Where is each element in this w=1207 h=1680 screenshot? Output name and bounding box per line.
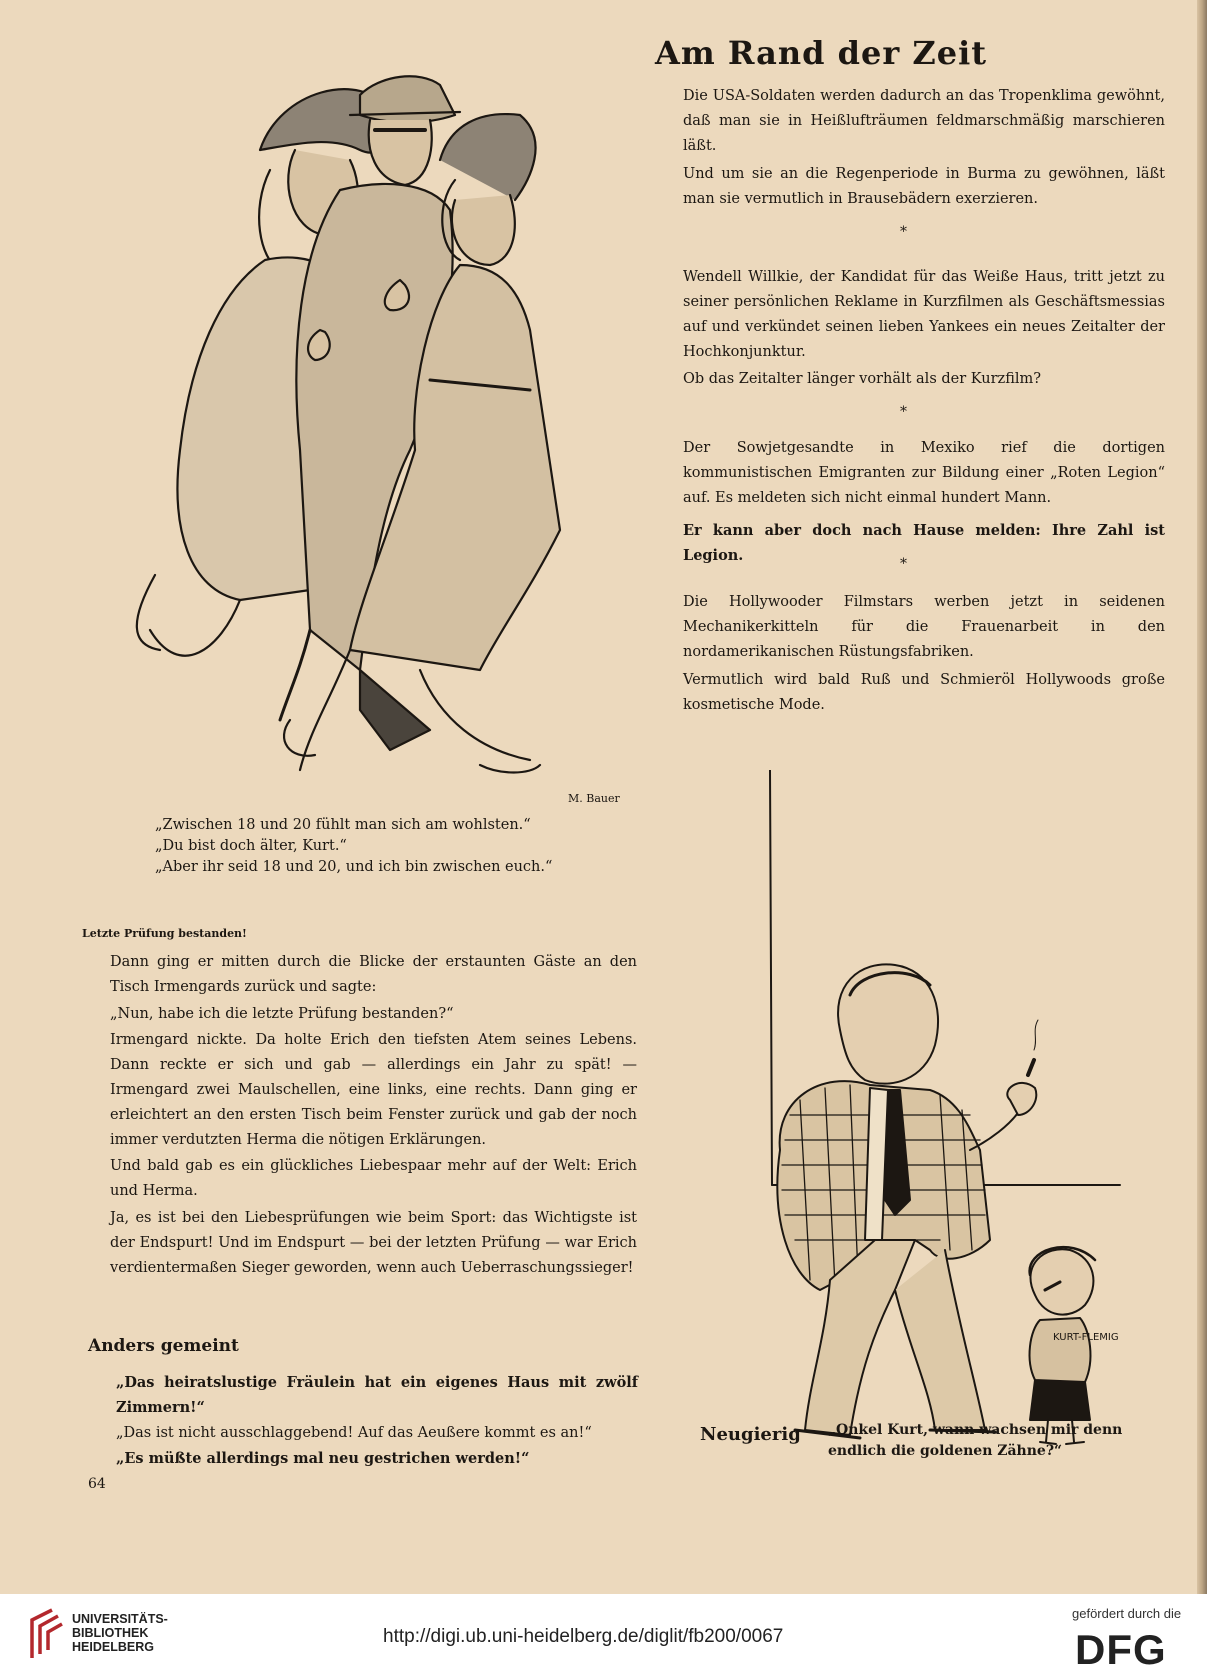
joke-line: „Das ist nicht ausschlaggebend! Auf das Aeußere kommt es an!“ bbox=[116, 1425, 592, 1441]
story-paragraph bbox=[82, 950, 637, 1000]
paragraph-text: Die USA-Soldaten werden dadurch an das Tropenklima gewöhnt, daß man sie in Heißlufträumen feldmarschmäßig marschieren läßt. bbox=[683, 88, 1165, 154]
paragraph-text: Der Sowjetgesandte in Mexiko rief die dortigen kommunistischen Emigranten zur Bildung einer „Roten Legion“ auf. Es meldeten sich nicht einmal hundert Mann. bbox=[683, 440, 1165, 506]
story-paragraph bbox=[82, 1206, 637, 1281]
separator-star: * bbox=[900, 224, 907, 240]
joke-line: „Es müßte allerdings mal neu gestrichen werden!“ bbox=[116, 1450, 530, 1467]
paragraph-text: Wendell Willkie, der Kandidat für das Weiße Haus, tritt jetzt zu seiner persönlichen Reklame in Kurzfilmen als Geschäftsmessias auf und verkündet seinen lieben Yankees ein neues Zeitalter der Hochkonjunktur. bbox=[683, 269, 1165, 360]
paragraph-text: Und um sie an die Regenperiode in Burma zu gewöhnen, läßt man sie vermutlich in Brausebädern exerzieren. bbox=[683, 166, 1165, 207]
cartoon-illustration bbox=[700, 770, 1160, 1450]
library-line: HEIDELBERG bbox=[72, 1640, 154, 1654]
article-paragraph bbox=[655, 265, 1165, 365]
dfg-logo[interactable]: DFG bbox=[1075, 1626, 1167, 1673]
page-number: 64 bbox=[88, 1476, 106, 1492]
university-library-logo-icon[interactable] bbox=[28, 1608, 66, 1660]
separator-star: * bbox=[900, 404, 907, 420]
article-paragraph bbox=[655, 590, 1165, 665]
cartoon-title: Neugierig bbox=[700, 1424, 801, 1445]
article-paragraph bbox=[655, 668, 1165, 718]
story-paragraph bbox=[82, 1002, 637, 1027]
separator-star: * bbox=[900, 556, 907, 572]
joke-paragraph bbox=[88, 1421, 648, 1446]
joke-paragraph bbox=[88, 1446, 638, 1471]
library-line: UNIVERSITÄTS- bbox=[72, 1612, 168, 1626]
caption-line: „Onkel Kurt, wann wachsen mir denn bbox=[828, 1422, 1123, 1438]
paragraph-text: Vermutlich wird bald Ruß und Schmieröl Hollywoods große kosmetische Mode. bbox=[683, 672, 1165, 713]
page-binding-edge bbox=[1197, 0, 1207, 1594]
paragraph-text: Und bald gab es ein glückliches Liebespaar mehr auf der Welt: Erich und Herma. bbox=[110, 1158, 637, 1199]
joke-paragraph bbox=[88, 1370, 638, 1420]
paragraph-text: Ob das Zeitalter länger vorhält als der Kurzfilm? bbox=[683, 371, 1042, 387]
paragraph-text: „Nun, habe ich die letzte Prüfung bestanden?“ bbox=[110, 1006, 454, 1022]
caption-line: „Du bist doch älter, Kurt.“ bbox=[155, 838, 347, 854]
story-heading: Letzte Prüfung bestanden! bbox=[82, 927, 247, 940]
paragraph-text: Dann ging er mitten durch die Blicke der erstaunten Gäste an den Tisch Irmengards zurück und sagte: bbox=[110, 954, 637, 995]
illustration-signature: M. Bauer bbox=[568, 792, 620, 805]
joke-heading: Anders gemeint bbox=[88, 1336, 239, 1356]
university-library-name[interactable] bbox=[72, 1612, 168, 1654]
story-paragraph bbox=[82, 1028, 637, 1153]
sponsor-label: gefördert durch die bbox=[1072, 1606, 1182, 1621]
library-line: BIBLIOTHEK bbox=[72, 1626, 149, 1640]
permalink-url[interactable]: http://digi.ub.uni-heidelberg.de/diglit/fb200/0067 bbox=[383, 1626, 784, 1647]
story-paragraph bbox=[82, 1154, 637, 1204]
paragraph-text: Irmengard nickte. Da holte Erich den tiefsten Atem seines Lebens. Dann reckte er sich und gab — allerdings ein Jahr zu spät! — Irmengard zwei Maulschellen, eine links, eine rechts. Dann ging er erleichtert an den ersten Tisch beim Fenster zurück und gab der noch immer verdutzten Herma die nötigen Erklärungen. bbox=[110, 1032, 637, 1148]
viewer-footer bbox=[0, 1594, 1207, 1680]
page-title: Am Rand der Zeit bbox=[655, 34, 988, 72]
caption-line: endlich die goldenen Zähne?“ bbox=[828, 1443, 1063, 1459]
caption-line: „Aber ihr seid 18 und 20, und ich bin zwischen euch.“ bbox=[155, 859, 553, 875]
top-caption bbox=[155, 815, 552, 878]
cartoon-caption bbox=[828, 1420, 1122, 1462]
walking-figures-illustration bbox=[60, 30, 620, 790]
paragraph-text: Er kann aber doch nach Hause melden: Ihre Zahl ist Legion. bbox=[683, 522, 1165, 564]
article-paragraph bbox=[655, 518, 1165, 568]
joke-line: „Das heiratslustige Fräulein hat ein eigenes Haus mit zwölf Zimmern!“ bbox=[116, 1374, 638, 1416]
caption-line: „Zwischen 18 und 20 fühlt man sich am wohlsten.“ bbox=[155, 817, 531, 833]
article-paragraph bbox=[655, 84, 1165, 159]
article-paragraph bbox=[655, 162, 1165, 212]
cartoon-signature: KURT-FLEMIG bbox=[1053, 1332, 1119, 1343]
article-paragraph bbox=[655, 367, 1165, 392]
paragraph-text: Ja, es ist bei den Liebesprüfungen wie beim Sport: das Wichtigste ist der Endspurt! Und im Endspurt — bei der letzten Prüfung — war Erich verdientermaßen Sieger geworden, wenn auch Ueberraschungssieger! bbox=[110, 1210, 637, 1276]
article-paragraph bbox=[655, 436, 1165, 511]
paragraph-text: Die Hollywooder Filmstars werben jetzt in seidenen Mechanikerkitteln für die Frauenarbeit in den nordamerikanischen Rüstungsfabriken. bbox=[683, 594, 1165, 660]
